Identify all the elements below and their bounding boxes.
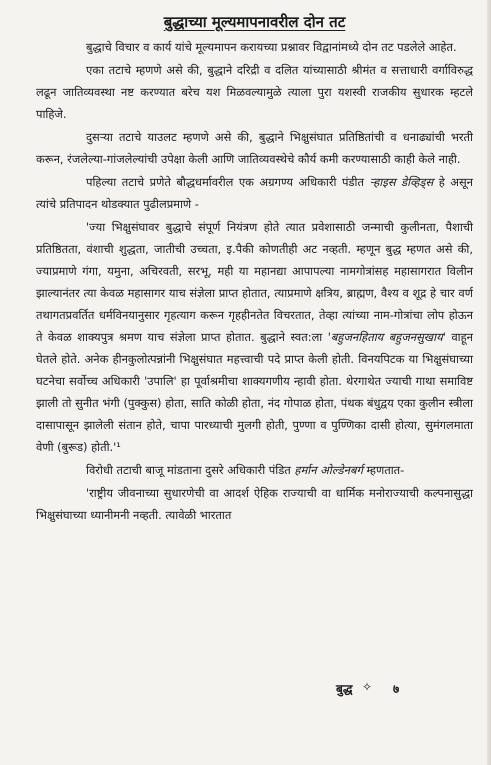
paragraph-text: म्हणतात-: [362, 463, 405, 477]
footer-book-title: बुद्ध: [336, 682, 353, 696]
paragraph-rhys-davids-quote: [36, 216, 473, 458]
paragraph-text: विरोधी तटाची बाजू मांडताना दुसरे अधिकारी पंडित: [86, 463, 295, 477]
paragraph-text: हे असून त्यांचे प्रतिपादन थोडक्यात पुढीलप्रमाणे -: [36, 175, 474, 211]
paragraph-first-view: एका तटाचे म्हणणे असे की, बुद्धाने दरिद्री व दलित यांच्यासाठी श्रीमंत व सत्ताधारी वर्गाविरुद्ध लढून जातिव्यवस्था नष्ट करण्यात बरेच यश मिळवल्यामुळे त्याला पुरा यशस्वी राजकीय सुधारक म्हटले पाहिजे.: [36, 63, 473, 121]
page-edge-shadow: [487, 0, 491, 765]
paragraph-rhys-davids-intro: [36, 171, 473, 215]
paragraph-intro: बुद्धाचे विचार व कार्य यांचे मूल्यमापन करायच्या प्रश्नावर विद्वानांमध्ये दोन तट पडलेले आहेत.: [86, 40, 457, 54]
paragraph-text: 'ज्या भिक्षुसंघावर बुद्धाचे संपूर्ण नियंत्रण होते त्यात प्रवेशासाठी जन्माची कुलीनता, पैशाची प्रतिष्ठितता, वंशाची शुद्धता, जातीची उच्चता, इ.पैकी कोणतीही अट नव्हती. म्हणून बुद्ध म्हणत असे की, ज्याप्रमाणे गंगा, यमुना, अचिरवती, सरभू, मही या महानद्या आपापल्या नामगोत्रांसह महासागरात विलीन झाल्यानंतर त्या केवळ महासागर याच संज्ञेला प्राप्त होतात, त्याप्रमाणे क्षत्रिय, ब्राह्मण, वैश्य व शूद्र हे चार वर्ण तथागतप्रवर्तित धर्मविनयानुसार गृहत्याग करून गृहहीनतेत विचरतात, तेव्हा त्यांच्या नाम-गोत्रांचा लोप होऊन ते केवळ शाक्यपुत्र श्रमण याच संज्ञेला प्राप्त होतात. बुद्धाने स्वत:ला ': [36, 220, 473, 344]
page-title: बुद्धाच्या मूल्यमापनावरील दोन तट: [163, 13, 346, 31]
paragraph-second-view: दुसऱ्या तटाचे याउलट म्हणणे असे की, बुद्धाने भिक्षुसंघात प्रतिष्ठितांची व धनाढ्यांची भरती करून, रंजलेल्या-गांजलेल्यांची उपेक्षा केली आणि जातिव्यवस्थेचे कौर्य कमी करण्यासाठी काही केले नाही.: [36, 130, 473, 166]
author-name-rhys-davids: ऱ्हाइस डेव्हिड्स: [369, 175, 434, 189]
footer-ornament-icon: ✧: [362, 680, 373, 694]
paragraph-oldenberg-quote: 'राष्ट्रीय जीवनाच्या सुधारणेची वा आदर्श ऐहिक राज्याची वा धार्मिक मनोराज्याची कल्पनासुद्धा भिक्षुसंघाच्या ध्यानीमनी नव्हती. त्यावेळी भारतात: [36, 486, 473, 522]
paragraph-oldenberg-intro: [36, 459, 473, 481]
document-body: [36, 36, 473, 526]
paragraph-text: पहिल्या तटाचे प्रणेते बौद्धधर्मावरील एक अग्रगण्य अधिकारी पंडीत: [86, 175, 370, 189]
author-name-oldenberg: हर्मान ओल्डेनबर्ग: [294, 463, 363, 477]
quoted-phrase: बहुजनहिताय बहुजनसुखाय: [330, 330, 443, 344]
page-footer: [0, 680, 491, 700]
page-number: ७: [393, 682, 400, 696]
paragraph-text: ' वाहून घेतले होते. अनेक हीनकुलोत्पन्नांनी भिक्षुसंघात महत्त्वाची पदे प्राप्त केली होती. विनयपिटक या भिक्षुसंघाच्या घटनेचा सर्वोच्च अधिकारी 'उपालि' हा पूर्वाश्रमीचा शाक्यगणीय न्हावी होता. थेरगाथेत ज्याची गाथा समाविष्ट झाली तो सुनीत भंगी (पुक्कुस) होता, साति कोळी होता, नंद गोपाळ होता, पंथक बंधुद्वय एका कुलीन स्त्रीला दासापासून झालेली संतान होते, चापा पारध्याची मुलगी होती, पुण्णा व पुण्णिका दासी होत्या, सुमंगलमाता वेणी (बुरूड) होती.'¹: [36, 330, 473, 454]
